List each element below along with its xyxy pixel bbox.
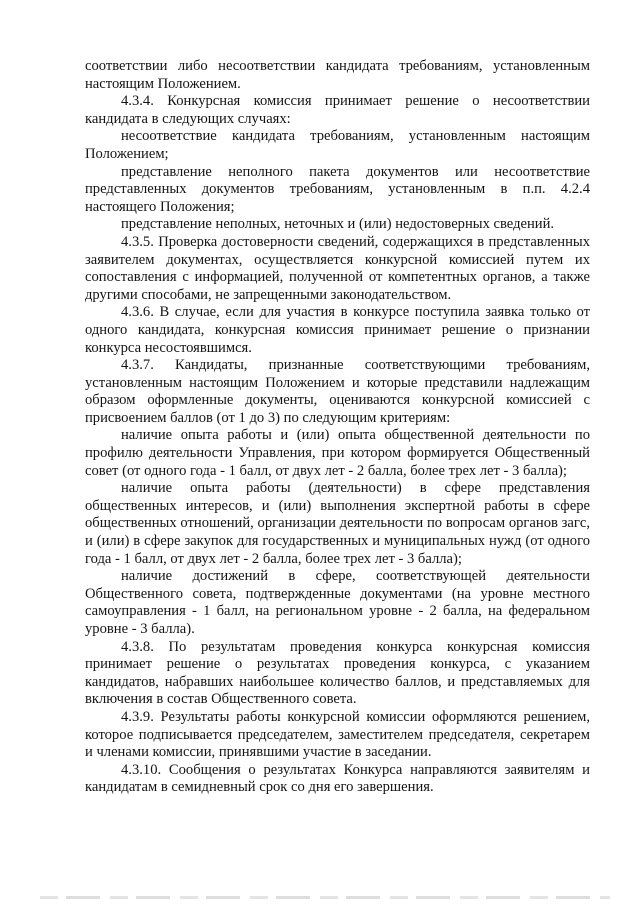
document-page [85,58,590,797]
list-item-requirements: несоответствие кандидата требованиям, установленным настоящим Положением; [85,128,590,162]
criterion-experience: наличие опыта работы и (или) опыта общественной деятельности по профилю деятельности Управления, при котором формируется Общественный совет (от одного года - 1 балл, от двух лет - 2 балла, более трех лет - 3 балла); [85,427,590,479]
paragraph-4-3-9: 4.3.9. Результаты работы конкурсной комиссии оформляются решением, которое подписывается председателем, заместителем председателя, секретарем и членами комиссии, принявшими участие в заседании. [85,708,590,761]
paragraph-continuation: соответствии либо несоответствии кандидата требованиям, установленным настоящим Положением. [85,58,590,92]
criterion-public-interests: наличие опыта работы (деятельности) в сфере представления общественных интересов, и (или) выполнения экспертной работы в сфере общественных отношений, организации деятельности по вопросам органов загс, и (или) в сфере закупок для государственных и муниципальных нужд (от одного года - 1 балл, от двух лет - 2 балла, более трех лет - 3 балла); [85,480,590,567]
paragraph-4-3-6: 4.3.6. В случае, если для участия в конкурсе поступила заявка только от одного кандидата, конкурсная комиссия принимает решение о признании конкурса несостоявшимся. [85,304,590,356]
scan-bottom-edge [40,896,610,899]
criterion-achievements: наличие достижений в сфере, соответствующей деятельности Общественного совета, подтвержденные документами (на уровне местного самоуправления - 1 балл, на региональном уровне - 2 балла, на федеральном уровне - 3 балла). [85,568,590,637]
paragraph-4-3-5: 4.3.5. Проверка достоверности сведений, содержащихся в представленных заявителем документах, осуществляется конкурсной комиссией путем их сопоставления с информацией, полученной от компетентных органов, а также другими способами, не запрещенными законодательством. [85,233,590,303]
list-item-inaccurate-info: представление неполных, неточных и (или) недостоверных сведений. [121,216,555,233]
paragraph-4-3-7: 4.3.7. Кандидаты, признанные соответствующими требованиям, установленным настоящим Положением и которые представили надлежащим образом оформленные документы, оцениваются конкурсной комиссией с присвоением баллов (от 1 до 3) по следующим критериям: [85,357,590,426]
paragraph-4-3-4: 4.3.4. Конкурсная комиссия принимает решение о несоответствии кандидата в следующих случаях: [85,93,590,127]
paragraph-4-3-8: 4.3.8. По результатам проведения конкурса конкурсная комиссия принимает решение о результатах проведения конкурса, с указанием кандидатов, набравших наибольшее количество баллов, и представляемых для включения в состав Общественного совета. [85,638,590,708]
paragraph-4-3-10: 4.3.10. Сообщения о результатах Конкурса направляются заявителям и кандидатам в семидневный срок со дня его завершения. [85,761,590,796]
list-item-incomplete-package: представление неполного пакета документов или несоответствие представленных документов требованиям, установленным в п.п. 4.2.4 настоящего Положения; [85,163,590,215]
